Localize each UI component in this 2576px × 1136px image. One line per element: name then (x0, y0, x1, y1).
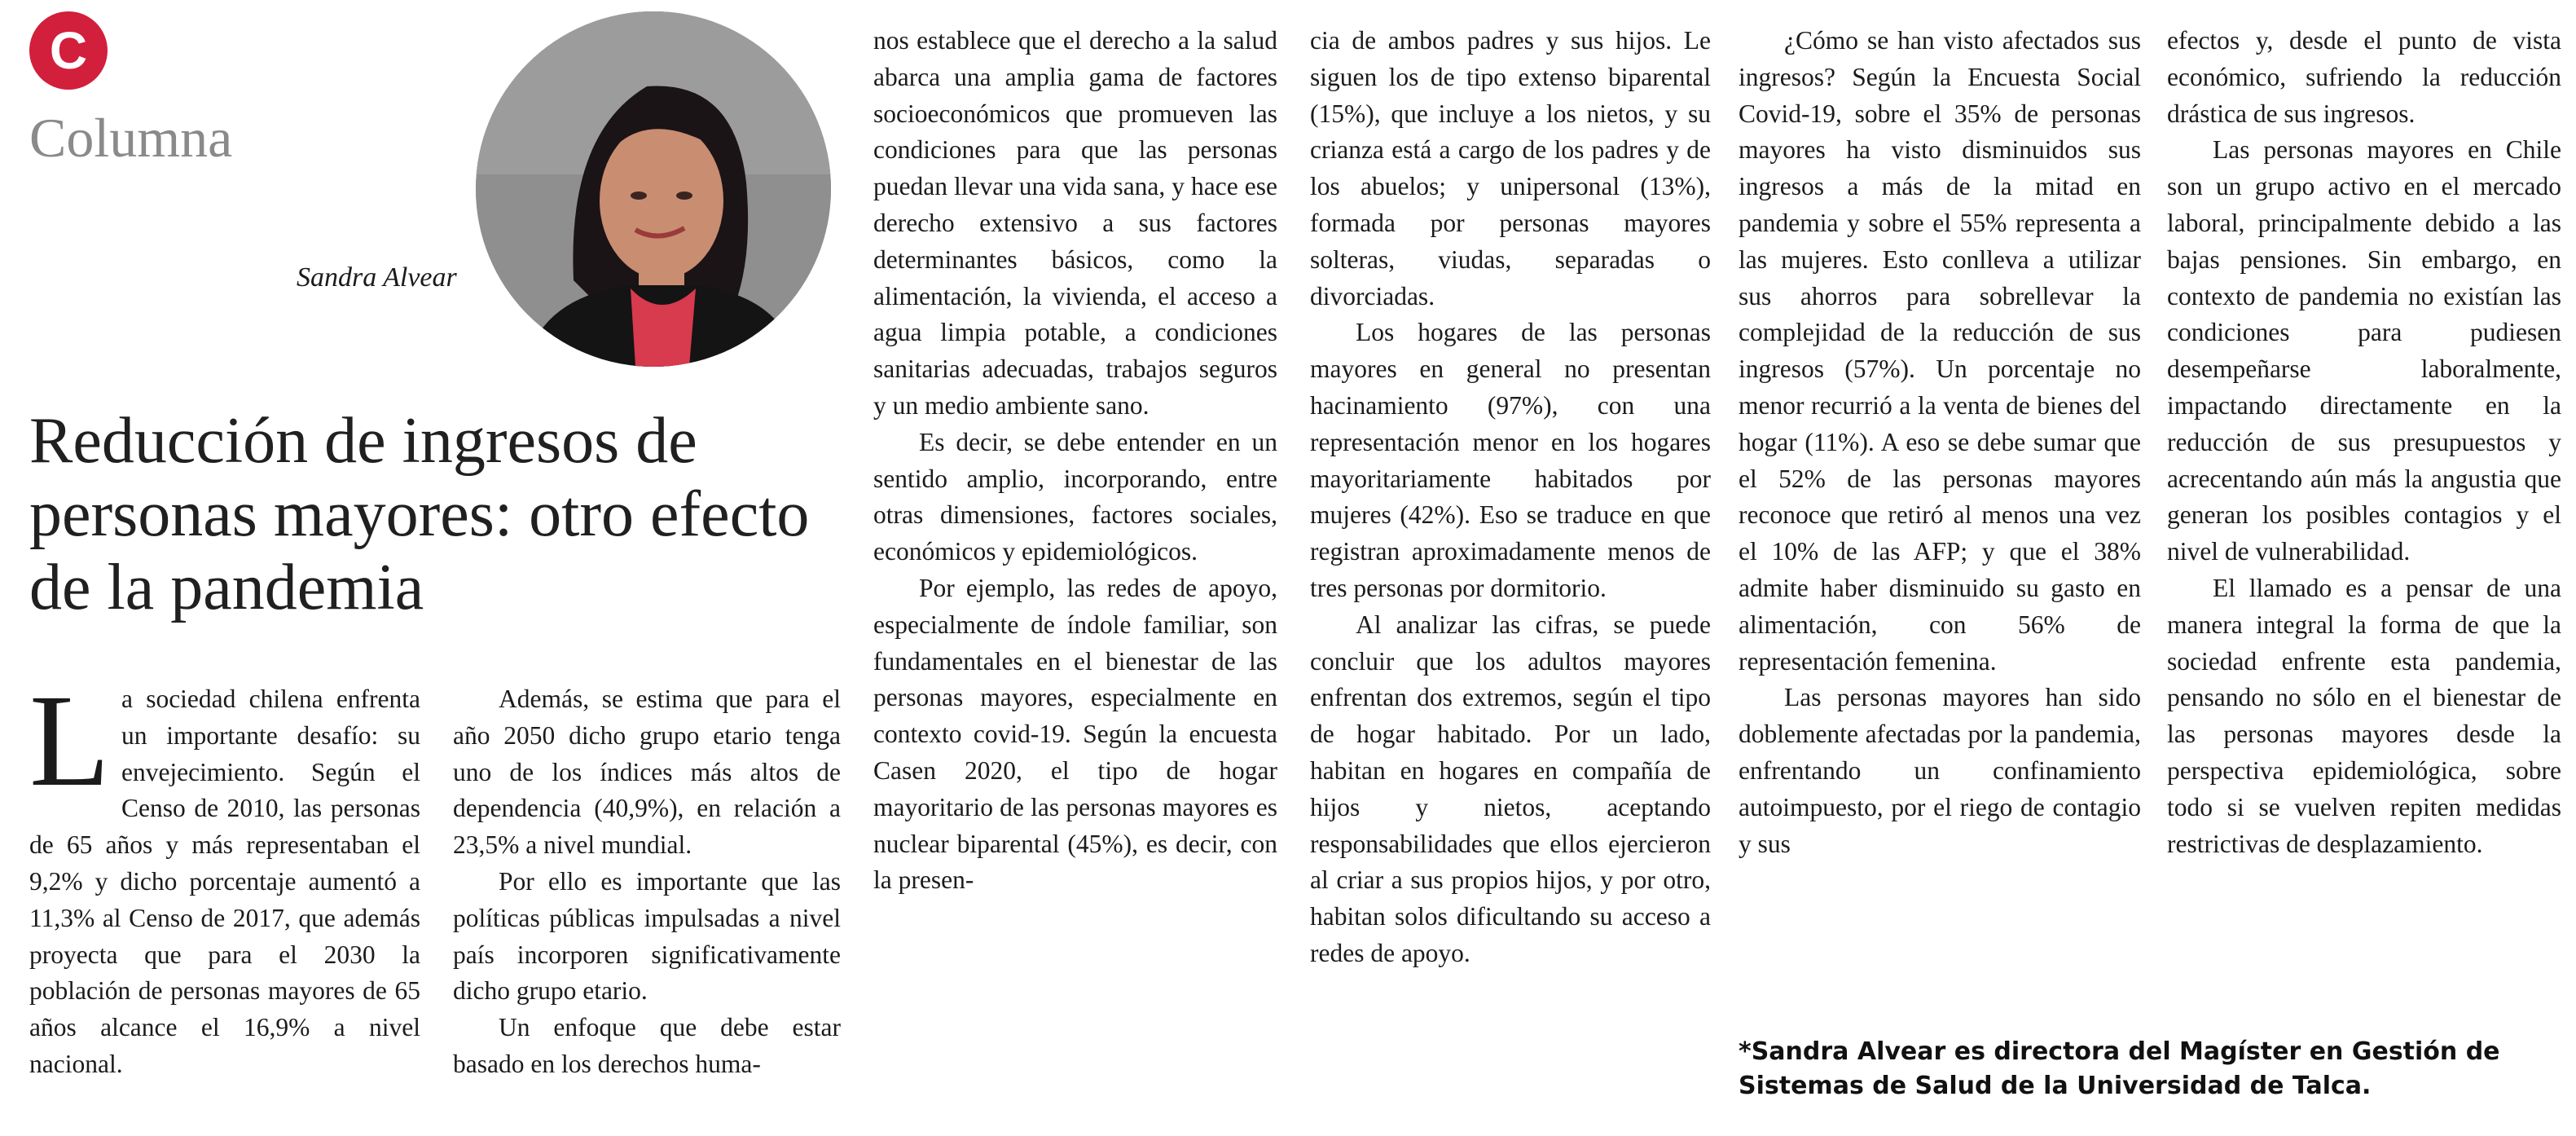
paragraph: Las personas mayores han sido doblemente afectadas por la pandemia, enfrentando un confinamiento autoimpuesto, por el riego de contagio y sus (1739, 683, 2141, 858)
article-column-2 (453, 681, 841, 1083)
paragraph: nos establece que el derecho a la salud abarca una amplia gama de factores socioeconómicos que promueven las condiciones para que las personas puedan llevar una vida sana, y hace ese derecho extensivo a sus factores determinantes básicos, como la alimentación, la vivienda, el acceso a agua limpia potable, a condiciones sanitarias adecuadas, trabajos seguros y un medio ambiente sano. (873, 26, 1277, 420)
drop-cap: L (29, 668, 110, 814)
section-badge: C (29, 11, 108, 90)
paragraph: Es decir, se debe entender en un sentido amplio, incorporando, entre otras dimensiones, factores sociales, económicos y epidemiológicos. (873, 427, 1277, 566)
article-column-5 (1739, 23, 2141, 862)
portrait-photo-icon (476, 11, 831, 367)
author-photo (476, 11, 831, 367)
paragraph: El llamado es a pensar de una manera integral la forma de que la sociedad enfrente esta pandemia, pensando no sólo en el bienestar de las personas mayores desde la perspectiva epidemiológica, sobre todo si se vuelven repiten medidas restrictivas de desplazamiento. (2167, 573, 2561, 858)
paragraph: Además, se estima que para el año 2050 dicho grupo etario tenga uno de los índices más altos de dependencia (40,9%), en relación a 23,5% a nivel mundial. (453, 685, 841, 860)
article-column-3 (873, 23, 1277, 899)
article-column-4 (1310, 23, 1711, 972)
article-headline: Reducción de ingresos de personas mayores: otro efecto de la pandemia (29, 405, 810, 623)
author-byline: Sandra Alvear (297, 262, 457, 293)
paragraph: Las personas mayores en Chile son un grupo activo en el mercado laboral, principalmente debido a las bajas pensiones. Sin embargo, en contexto de pandemia no existían las condiciones para pudiesen desempeñarse laboralmente, impactando directamente en la reducción de sus presupuestos y acrecentando aún más la angustia que generan los posibles contagios y el nivel de vulnerabilidad. (2167, 135, 2561, 566)
article-column-6 (2167, 23, 2561, 862)
paragraph: Los hogares de las personas mayores en general no presentan hacinamiento (97%), con una representación menor en los hogares mayoritariamente habitados por mujeres (42%). Eso se traduce en que registran aproximadamente menos de tres personas por dormitorio. (1310, 318, 1711, 602)
paragraph: efectos y, desde el punto de vista económico, sufriendo la reducción drástica de sus ingresos. (2167, 26, 2561, 128)
article-column-1 (29, 668, 420, 1083)
paragraph: ¿Cómo se han visto afectados sus ingresos? Según la Encuesta Social Covid-19, sobre el 35% de personas mayores ha visto disminuidos sus ingresos a más de la mitad en pandemia y sobre el 55% representa a las mujeres. Esto conlleva a utilizar sus ahorros para sobrellevar la complejidad de la reducción de sus ingresos (57%). Un porcentaje no menor recurrió a la venta de bienes del hogar (11%). A eso se debe sumar que el 52% de las personas mayores reconoce que retiró al menos una vez el 10% de las AFP; y que el 38% admite haber disminuido su gasto en alimentación, con 56% de representación femenina. (1739, 26, 2141, 676)
paragraph: Por ejemplo, las redes de apoyo, especialmente de índole familiar, son fundamentales en el bienestar de las personas mayores, especialmente en contexto covid-19. Según la encuesta Casen 2020, el tipo de hogar mayoritario de las personas mayores es nuclear biparental (45%), es decir, con la presen- (873, 573, 1277, 895)
section-label: Columna (29, 107, 233, 169)
paragraph: cia de ambos padres y sus hijos. Le siguen los de tipo extenso biparental (15%), que incluye a los nietos, y su crianza está a cargo de los padres y de los abuelos; y unipersonal (13%), formada por personas mayores solteras, viudas, separadas o divorciadas. (1310, 26, 1711, 310)
paragraph: Un enfoque que debe estar basado en los derechos huma- (453, 1013, 841, 1078)
paragraph: Al analizar las cifras, se puede concluir que los adultos mayores enfrentan dos extremos, según el tipo de hogar habitado. Por un lado, habitan en hogares en compañía de hijos y nietos, aceptando responsabilidades que ellos ejercieron al criar a sus propios hijos, y por otro, habitan solos dificultando su acceso a redes de apoyo. (1310, 610, 1711, 967)
paragraph: a sociedad chilena enfrenta un importante desafío: su envejecimiento. Según el Censo de 2010, las personas de 65 años y más representaban el 9,2% y dicho porcentaje aumentó a 11,3% al Censo de 2017, que además proyecta que para el 2030 la población de personas mayores de 65 años alcance el 16,9% a nivel nacional. (29, 685, 420, 1078)
paragraph: Por ello es importante que las políticas públicas impulsadas a nivel país incorporen significativamente dicho grupo etario. (453, 866, 841, 1006)
author-footnote: *Sandra Alvear es directora del Magíster en Gestión de Sistemas de Salud de la Universidad de Talca. (1739, 1037, 2500, 1100)
